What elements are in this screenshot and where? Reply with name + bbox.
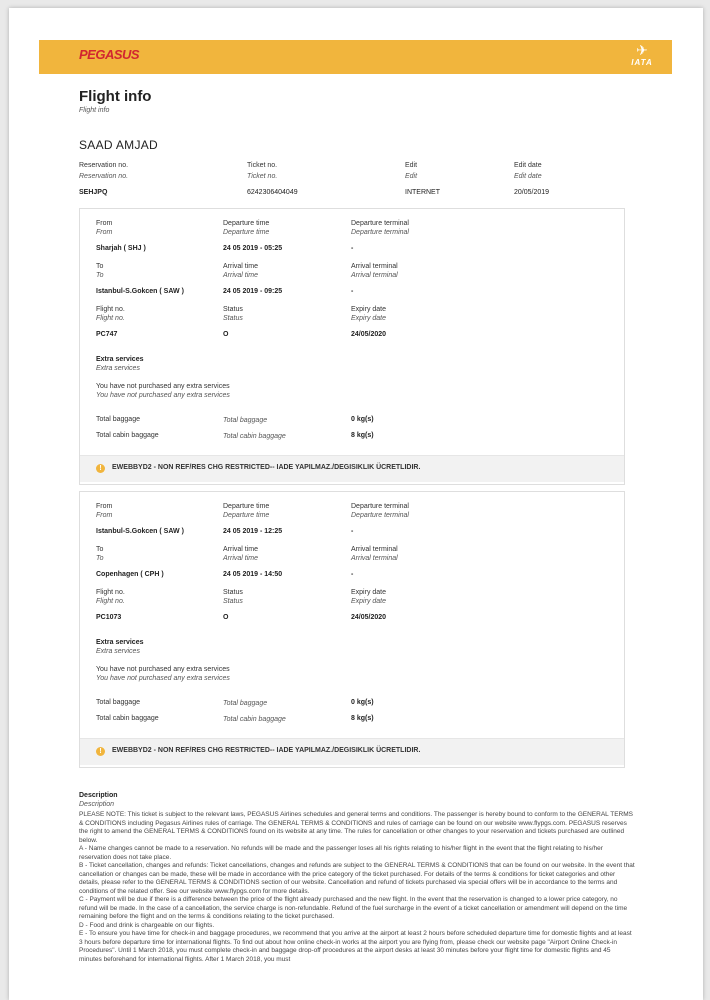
baggage-label-translation: Total baggage [223, 417, 268, 424]
baggage-label: Total baggage [96, 416, 140, 423]
from-field: From From Sharjah ( SHJ ) [96, 220, 146, 252]
departure-time-field: Departure time Departure time 24 05 2019 - 05:25 [223, 220, 283, 252]
arrival-time-field: Arrival time Arrival time 24 05 2019 - 14:50 [223, 546, 283, 578]
description-paragraph: D - Food and drink is chargeable on our flights. [79, 921, 215, 929]
extra-services: Extra services Extra services You have not purchased any extra services You have not purchased any extra services [96, 639, 230, 682]
departure-terminal-field: Departure terminal Departure terminal - [351, 503, 409, 535]
to-field: To To Copenhagen ( CPH ) [96, 546, 164, 578]
arrival-time-field: Arrival time Arrival time 24 05 2019 - 09:25 [223, 263, 283, 295]
departure-terminal-field: Departure terminal Departure terminal - [351, 220, 409, 252]
description-heading-translation: Description [79, 800, 115, 808]
from-field: From From Istanbul-S.Gokcen ( SAW ) [96, 503, 184, 535]
cabin-baggage-value: 8 kg(s) [351, 432, 374, 439]
reservation-no: Reservation no. Reservation no. SEHJPQ [79, 162, 129, 196]
baggage-value: 0 kg(s) [351, 699, 374, 706]
extra-services: Extra services Extra services You have not purchased any extra services You have not purchased any extra services [96, 356, 230, 399]
baggage-value: 0 kg(s) [351, 416, 374, 423]
passenger-name: SAAD AMJAD [79, 138, 159, 152]
arrival-terminal-field: Arrival terminal Arrival terminal - [351, 546, 398, 578]
baggage-label-translation: Total baggage [223, 700, 268, 707]
cabin-baggage-label: Total cabin baggage [96, 715, 159, 722]
flight-card [79, 208, 625, 485]
status-field: Status Status O [223, 306, 243, 338]
cabin-baggage-label-translation: Total cabin baggage [223, 716, 286, 723]
edit-source: Edit Edit INTERNET [405, 162, 440, 196]
description-paragraph: PLEASE NOTE: This ticket is subject to the relevant laws, PEGASUS Airlines schedules and general terms and conditions. The passenger is hereby bound to conform to the GENERAL TERMS & CONDITIONS including Pegasus Airlines rules of carriage. The GENERAL TERMS & CONDITIONS and rules of carriage can be found on our website www.flypgs.com. PEGASUS reserves the right to amend the GENERAL TERMS & CONDITIONS found on its website at any time. The rules for cancellation or other changes to your reservation and tickets purchased are outlined below. [79, 811, 633, 844]
status-field: Status Status O [223, 589, 243, 621]
page-title-translation: Flight info [79, 107, 110, 114]
departure-time-field: Departure time Departure time 24 05 2019 - 12:25 [223, 503, 283, 535]
description-paragraph: E - To ensure you have time for check-in and baggage procedures, we recommend that you arrive at the airport at least 2 hours before scheduled departure time for domestic flights and at least 3 hours before departure time for international flights. To find out about how online check-in works at the airport you are flying from, please check our website page "Airport Online Check-in Procedures". Until 1 March 2018, you must complete check-in and baggage drop-off procedures at the airport desks at least 30 minutes before your flight time for domestic flights and 45 minutes beforehand for international flights. After 1 March 2018, you must [79, 930, 632, 963]
flight-card [79, 491, 625, 768]
ticket-no: Ticket no. Ticket no. 6242306404049 [247, 162, 298, 196]
to-field: To To Istanbul-S.Gokcen ( SAW ) [96, 263, 184, 295]
cabin-baggage-label: Total cabin baggage [96, 432, 159, 439]
fare-notice: ! EWEBBYD2 - NON REF/RES CHG RESTRICTED-- IADE YAPILMAZ./DEGISIKLIK ÜCRETLIDIR. [80, 455, 624, 482]
cabin-baggage-value: 8 kg(s) [351, 715, 374, 722]
iata-logo: ✈ IATA [622, 42, 662, 72]
flight-no-field: Flight no. Flight no. PC747 [96, 306, 125, 338]
description-paragraph: A - Name changes cannot be made to a reservation. No refunds will be made and the passenger loses all his rights relating to his/her flight in the event that the flight relating to his/her reservation does not take place. [79, 845, 603, 861]
pegasus-logo: PEGASUS [79, 47, 140, 62]
flight-no-field: Flight no. Flight no. PC1073 [96, 589, 125, 621]
document-page [9, 8, 703, 1000]
info-icon: ! [96, 747, 105, 756]
fare-notice: ! EWEBBYD2 - NON REF/RES CHG RESTRICTED-- IADE YAPILMAZ./DEGISIKLIK ÜCRETLIDIR. [80, 738, 624, 765]
expiry-date-field: Expiry date Expiry date 24/05/2020 [351, 306, 387, 338]
info-icon: ! [96, 464, 105, 473]
baggage-label: Total baggage [96, 699, 140, 706]
cabin-baggage-label-translation: Total cabin baggage [223, 433, 286, 440]
iata-wings-icon: ✈ [636, 42, 648, 58]
header-bar [39, 40, 672, 74]
page-title: Flight info [79, 88, 152, 105]
expiry-date-field: Expiry date Expiry date 24/05/2020 [351, 589, 387, 621]
arrival-terminal-field: Arrival terminal Arrival terminal - [351, 263, 398, 295]
edit-date: Edit date Edit date 20/05/2019 [514, 162, 550, 196]
description-paragraph: B - Ticket cancellation, changes and refunds: Ticket cancellations, changes and refunds are subject to the GENERAL TERMS & CONDITIONS that can be found on our website. In the event that cancellation or changes can be made, these will be made in accordance with the price category of the ticket purchased. For details of the terms & conditions for ticket categories and other details, please refer to the GENERAL TERMS & CONDITIONS section of our website. Cancellation and refund of tickets purchased via special offers will be in accordance to the terms and conditions of the related offer. See our website www.flypgs.com for more details. [79, 862, 635, 895]
description-section [79, 792, 635, 964]
description-paragraph: C - Payment will be due if there is a difference between the price of the flight already purchased and the new flight. In the event that the reservation is changed to a lower price category, no refund will be made. In the case of a cancellation, the service charge is non-refundable. Refund of the fuel surcharge in the event of a ticket cancellation or amendment will depend on the time remaining before the flight and on the terms & conditions relating to the ticket purchased. [79, 896, 628, 920]
description-heading: Description [79, 792, 118, 799]
